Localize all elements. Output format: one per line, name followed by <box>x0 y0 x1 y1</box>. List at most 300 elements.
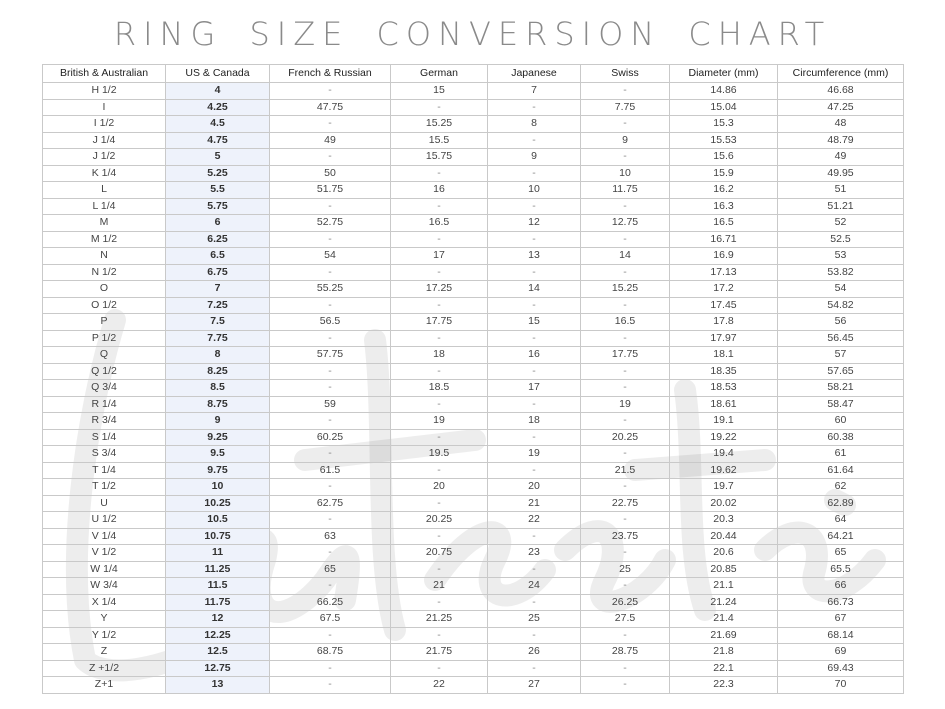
table-row <box>43 314 904 331</box>
col-british-australian-cell: M <box>43 215 166 232</box>
col-british-australian-cell: Z <box>43 644 166 661</box>
col-japanese-cell: 16 <box>488 347 581 364</box>
col-british-australian-cell: K 1/4 <box>43 165 166 182</box>
col-swiss-cell: 10 <box>581 165 670 182</box>
table-row <box>43 116 904 133</box>
col-french-russian-cell: - <box>270 446 391 463</box>
col-british-australian-cell: M 1/2 <box>43 231 166 248</box>
col-british-australian-cell: V 1/4 <box>43 528 166 545</box>
col-british-australian-cell: Q 1/2 <box>43 363 166 380</box>
col-us-canada-cell: 7.75 <box>166 330 270 347</box>
col-diameter-cell: 16.9 <box>670 248 778 265</box>
col-german-cell: - <box>391 528 488 545</box>
col-us-canada-cell: 4.75 <box>166 132 270 149</box>
table-row <box>43 132 904 149</box>
col-german-cell: - <box>391 561 488 578</box>
col-british-australian-cell: S 3/4 <box>43 446 166 463</box>
col-diameter-cell: 17.2 <box>670 281 778 298</box>
col-british-australian-cell: Z +1/2 <box>43 660 166 677</box>
col-french-russian-cell: - <box>270 297 391 314</box>
col-french-russian-cell: 63 <box>270 528 391 545</box>
col-japanese-cell: - <box>488 264 581 281</box>
col-swiss-cell: 15.25 <box>581 281 670 298</box>
col-german-cell: - <box>391 264 488 281</box>
col-german-cell: - <box>391 495 488 512</box>
col-british-australian-cell: Z+1 <box>43 677 166 694</box>
col-us-canada-cell: 10.25 <box>166 495 270 512</box>
col-circumference-cell: 66 <box>778 578 904 595</box>
col-diameter-cell: 21.8 <box>670 644 778 661</box>
col-french-russian-header: French & Russian <box>270 65 391 83</box>
col-japanese-cell: 25 <box>488 611 581 628</box>
col-british-australian-cell: N <box>43 248 166 265</box>
col-japanese-cell: - <box>488 561 581 578</box>
col-circumference-cell: 65.5 <box>778 561 904 578</box>
col-german-cell: - <box>391 165 488 182</box>
col-circumference-cell: 68.14 <box>778 627 904 644</box>
col-us-canada-cell: 4.25 <box>166 99 270 116</box>
col-swiss-cell: 7.75 <box>581 99 670 116</box>
col-circumference-cell: 58.21 <box>778 380 904 397</box>
col-us-canada-cell: 4.5 <box>166 116 270 133</box>
col-swiss-cell: 22.75 <box>581 495 670 512</box>
col-japanese-cell: 20 <box>488 479 581 496</box>
col-british-australian-cell: W 3/4 <box>43 578 166 595</box>
col-german-header: German <box>391 65 488 83</box>
col-circumference-cell: 60 <box>778 413 904 430</box>
col-swiss-cell: - <box>581 413 670 430</box>
col-diameter-cell: 21.1 <box>670 578 778 595</box>
col-us-canada-cell: 8 <box>166 347 270 364</box>
col-german-cell: 18.5 <box>391 380 488 397</box>
col-german-cell: 21 <box>391 578 488 595</box>
col-us-canada-cell: 9.5 <box>166 446 270 463</box>
col-german-cell: 16 <box>391 182 488 199</box>
col-swiss-cell: 19 <box>581 396 670 413</box>
col-diameter-cell: 19.7 <box>670 479 778 496</box>
col-japanese-cell: 26 <box>488 644 581 661</box>
table-row <box>43 594 904 611</box>
col-french-russian-cell: - <box>270 231 391 248</box>
col-circumference-cell: 51.21 <box>778 198 904 215</box>
col-japanese-cell: 8 <box>488 116 581 133</box>
col-swiss-cell: 16.5 <box>581 314 670 331</box>
col-japanese-cell: 27 <box>488 677 581 694</box>
col-circumference-cell: 69 <box>778 644 904 661</box>
col-diameter-cell: 15.3 <box>670 116 778 133</box>
col-swiss-cell: - <box>581 198 670 215</box>
col-british-australian-cell: Y 1/2 <box>43 627 166 644</box>
table-row <box>43 297 904 314</box>
col-british-australian-cell: J 1/4 <box>43 132 166 149</box>
col-german-cell: 22 <box>391 677 488 694</box>
col-circumference-cell: 65 <box>778 545 904 562</box>
col-us-canada-cell: 7.5 <box>166 314 270 331</box>
col-french-russian-cell: 62.75 <box>270 495 391 512</box>
col-diameter-cell: 17.8 <box>670 314 778 331</box>
col-french-russian-cell: 65 <box>270 561 391 578</box>
col-swiss-cell: 26.25 <box>581 594 670 611</box>
col-british-australian-cell: N 1/2 <box>43 264 166 281</box>
col-diameter-cell: 17.13 <box>670 264 778 281</box>
col-japanese-cell: 24 <box>488 578 581 595</box>
col-circumference-cell: 46.68 <box>778 83 904 100</box>
col-japanese-header: Japanese <box>488 65 581 83</box>
table-row <box>43 149 904 166</box>
col-french-russian-cell: 60.25 <box>270 429 391 446</box>
table-header-row <box>43 65 904 83</box>
col-swiss-cell: - <box>581 297 670 314</box>
col-british-australian-cell: I <box>43 99 166 116</box>
table-row <box>43 512 904 529</box>
col-us-canada-cell: 12.5 <box>166 644 270 661</box>
table-row <box>43 545 904 562</box>
col-japanese-cell: 17 <box>488 380 581 397</box>
col-diameter-cell: 22.3 <box>670 677 778 694</box>
col-circumference-cell: 61 <box>778 446 904 463</box>
table-row <box>43 363 904 380</box>
col-french-russian-cell: 59 <box>270 396 391 413</box>
col-swiss-header: Swiss <box>581 65 670 83</box>
col-japanese-cell: - <box>488 528 581 545</box>
col-british-australian-cell: T 1/4 <box>43 462 166 479</box>
col-circumference-cell: 52.5 <box>778 231 904 248</box>
col-swiss-cell: - <box>581 512 670 529</box>
col-circumference-cell: 47.25 <box>778 99 904 116</box>
col-circumference-cell: 67 <box>778 611 904 628</box>
col-swiss-cell: 12.75 <box>581 215 670 232</box>
col-japanese-cell: 14 <box>488 281 581 298</box>
col-german-cell: - <box>391 660 488 677</box>
table-row <box>43 281 904 298</box>
col-diameter-cell: 20.02 <box>670 495 778 512</box>
col-us-canada-cell: 5.5 <box>166 182 270 199</box>
col-french-russian-cell: - <box>270 380 391 397</box>
col-diameter-cell: 16.3 <box>670 198 778 215</box>
col-us-canada-cell: 9.25 <box>166 429 270 446</box>
col-diameter-cell: 17.97 <box>670 330 778 347</box>
col-circumference-cell: 58.47 <box>778 396 904 413</box>
col-british-australian-cell: O 1/2 <box>43 297 166 314</box>
col-circumference-cell: 64.21 <box>778 528 904 545</box>
col-us-canada-cell: 12.75 <box>166 660 270 677</box>
col-japanese-cell: - <box>488 165 581 182</box>
col-diameter-cell: 16.71 <box>670 231 778 248</box>
col-us-canada-cell: 11.75 <box>166 594 270 611</box>
col-german-cell: - <box>391 396 488 413</box>
table-row <box>43 479 904 496</box>
col-circumference-cell: 52 <box>778 215 904 232</box>
table-row <box>43 248 904 265</box>
col-circumference-cell: 61.64 <box>778 462 904 479</box>
col-french-russian-cell: - <box>270 264 391 281</box>
col-german-cell: - <box>391 363 488 380</box>
col-french-russian-cell: - <box>270 363 391 380</box>
col-french-russian-cell: 57.75 <box>270 347 391 364</box>
table-row <box>43 182 904 199</box>
col-japanese-cell: - <box>488 396 581 413</box>
table-row <box>43 165 904 182</box>
col-german-cell: 15.75 <box>391 149 488 166</box>
col-us-canada-cell: 8.75 <box>166 396 270 413</box>
col-german-cell: - <box>391 297 488 314</box>
col-british-australian-cell: V 1/2 <box>43 545 166 562</box>
col-french-russian-cell: 47.75 <box>270 99 391 116</box>
col-us-canada-cell: 12.25 <box>166 627 270 644</box>
col-circumference-cell: 70 <box>778 677 904 694</box>
col-japanese-cell: 19 <box>488 446 581 463</box>
table-row <box>43 495 904 512</box>
col-diameter-cell: 20.44 <box>670 528 778 545</box>
col-british-australian-cell: J 1/2 <box>43 149 166 166</box>
col-british-australian-cell: S 1/4 <box>43 429 166 446</box>
col-french-russian-cell: - <box>270 677 391 694</box>
col-swiss-cell: - <box>581 677 670 694</box>
col-swiss-cell: - <box>581 479 670 496</box>
col-diameter-cell: 21.69 <box>670 627 778 644</box>
col-german-cell: 20.75 <box>391 545 488 562</box>
col-diameter-header: Diameter (mm) <box>670 65 778 83</box>
col-swiss-cell: 25 <box>581 561 670 578</box>
col-us-canada-cell: 8.5 <box>166 380 270 397</box>
table-row <box>43 380 904 397</box>
col-swiss-cell: 23.75 <box>581 528 670 545</box>
col-us-canada-cell: 8.25 <box>166 363 270 380</box>
col-us-canada-cell: 12 <box>166 611 270 628</box>
col-japanese-cell: 23 <box>488 545 581 562</box>
col-french-russian-cell: - <box>270 627 391 644</box>
col-circumference-header: Circumference (mm) <box>778 65 904 83</box>
col-japanese-cell: - <box>488 297 581 314</box>
table-row <box>43 578 904 595</box>
table-row <box>43 231 904 248</box>
col-diameter-cell: 15.6 <box>670 149 778 166</box>
col-circumference-cell: 54.82 <box>778 297 904 314</box>
col-japanese-cell: - <box>488 627 581 644</box>
table-row <box>43 330 904 347</box>
table-row <box>43 528 904 545</box>
col-circumference-cell: 53 <box>778 248 904 265</box>
col-japanese-cell: - <box>488 330 581 347</box>
col-circumference-cell: 62 <box>778 479 904 496</box>
col-german-cell: 19 <box>391 413 488 430</box>
col-us-canada-cell: 6.25 <box>166 231 270 248</box>
col-circumference-cell: 48.79 <box>778 132 904 149</box>
col-french-russian-cell: - <box>270 578 391 595</box>
col-japanese-cell: - <box>488 462 581 479</box>
table-row <box>43 83 904 100</box>
col-swiss-cell: 20.25 <box>581 429 670 446</box>
col-swiss-cell: 14 <box>581 248 670 265</box>
col-us-canada-cell: 5.25 <box>166 165 270 182</box>
col-circumference-cell: 69.43 <box>778 660 904 677</box>
col-diameter-cell: 18.35 <box>670 363 778 380</box>
col-french-russian-cell: 56.5 <box>270 314 391 331</box>
col-british-australian-cell: W 1/4 <box>43 561 166 578</box>
col-german-cell: - <box>391 198 488 215</box>
col-french-russian-cell: - <box>270 330 391 347</box>
col-us-canada-cell: 10.75 <box>166 528 270 545</box>
col-french-russian-cell: 68.75 <box>270 644 391 661</box>
col-british-australian-cell: O <box>43 281 166 298</box>
col-german-cell: 15.5 <box>391 132 488 149</box>
col-british-australian-cell: H 1/2 <box>43 83 166 100</box>
col-french-russian-cell: 54 <box>270 248 391 265</box>
col-diameter-cell: 15.04 <box>670 99 778 116</box>
col-swiss-cell: - <box>581 380 670 397</box>
table-row <box>43 347 904 364</box>
col-circumference-cell: 64 <box>778 512 904 529</box>
col-swiss-cell: - <box>581 545 670 562</box>
col-swiss-cell: - <box>581 231 670 248</box>
col-german-cell: - <box>391 594 488 611</box>
col-french-russian-cell: 49 <box>270 132 391 149</box>
col-british-australian-cell: U <box>43 495 166 512</box>
table-row <box>43 644 904 661</box>
col-diameter-cell: 19.1 <box>670 413 778 430</box>
col-circumference-cell: 57 <box>778 347 904 364</box>
col-japanese-cell: 10 <box>488 182 581 199</box>
col-japanese-cell: - <box>488 99 581 116</box>
col-swiss-cell: - <box>581 83 670 100</box>
col-diameter-cell: 14.86 <box>670 83 778 100</box>
col-german-cell: 20 <box>391 479 488 496</box>
col-japanese-cell: - <box>488 594 581 611</box>
col-japanese-cell: - <box>488 231 581 248</box>
col-us-canada-cell: 11.5 <box>166 578 270 595</box>
col-french-russian-cell: - <box>270 545 391 562</box>
col-diameter-cell: 18.1 <box>670 347 778 364</box>
table-row <box>43 396 904 413</box>
col-diameter-cell: 15.9 <box>670 165 778 182</box>
col-circumference-cell: 60.38 <box>778 429 904 446</box>
col-us-canada-cell: 6 <box>166 215 270 232</box>
col-french-russian-cell: 55.25 <box>270 281 391 298</box>
col-diameter-cell: 20.6 <box>670 545 778 562</box>
col-british-australian-cell: L 1/4 <box>43 198 166 215</box>
col-swiss-cell: - <box>581 116 670 133</box>
col-french-russian-cell: - <box>270 198 391 215</box>
col-german-cell: 16.5 <box>391 215 488 232</box>
table-row <box>43 215 904 232</box>
col-circumference-cell: 48 <box>778 116 904 133</box>
col-french-russian-cell: - <box>270 660 391 677</box>
col-german-cell: - <box>391 330 488 347</box>
col-us-canada-cell: 6.5 <box>166 248 270 265</box>
col-british-australian-cell: Q <box>43 347 166 364</box>
col-diameter-cell: 18.53 <box>670 380 778 397</box>
col-circumference-cell: 54 <box>778 281 904 298</box>
col-us-canada-cell: 4 <box>166 83 270 100</box>
col-us-canada-cell: 6.75 <box>166 264 270 281</box>
col-swiss-cell: - <box>581 149 670 166</box>
col-circumference-cell: 53.82 <box>778 264 904 281</box>
col-us-canada-cell: 10.5 <box>166 512 270 529</box>
col-diameter-cell: 22.1 <box>670 660 778 677</box>
col-swiss-cell: - <box>581 627 670 644</box>
table-row <box>43 264 904 281</box>
col-circumference-cell: 49 <box>778 149 904 166</box>
col-japanese-cell: - <box>488 660 581 677</box>
table-row <box>43 677 904 694</box>
col-us-canada-cell: 9 <box>166 413 270 430</box>
col-us-canada-cell: 5.75 <box>166 198 270 215</box>
col-circumference-cell: 56.45 <box>778 330 904 347</box>
table-row <box>43 198 904 215</box>
col-german-cell: 21.75 <box>391 644 488 661</box>
col-japanese-cell: - <box>488 198 581 215</box>
col-us-canada-header: US & Canada <box>166 65 270 83</box>
col-japanese-cell: - <box>488 363 581 380</box>
col-german-cell: - <box>391 627 488 644</box>
col-us-canada-cell: 5 <box>166 149 270 166</box>
col-swiss-cell: 27.5 <box>581 611 670 628</box>
col-french-russian-cell: - <box>270 116 391 133</box>
col-british-australian-cell: P <box>43 314 166 331</box>
col-french-russian-cell: 61.5 <box>270 462 391 479</box>
table-row <box>43 429 904 446</box>
col-japanese-cell: 22 <box>488 512 581 529</box>
col-french-russian-cell: 51.75 <box>270 182 391 199</box>
col-diameter-cell: 19.62 <box>670 462 778 479</box>
col-diameter-cell: 20.3 <box>670 512 778 529</box>
page-title: RING SIZE CONVERSION CHART <box>113 15 832 53</box>
col-japanese-cell: 18 <box>488 413 581 430</box>
col-diameter-cell: 16.5 <box>670 215 778 232</box>
col-french-russian-cell: - <box>270 83 391 100</box>
col-french-russian-cell: - <box>270 479 391 496</box>
col-german-cell: 21.25 <box>391 611 488 628</box>
col-circumference-cell: 51 <box>778 182 904 199</box>
col-british-australian-cell: Q 3/4 <box>43 380 166 397</box>
table-row <box>43 660 904 677</box>
col-us-canada-cell: 11 <box>166 545 270 562</box>
col-french-russian-cell: - <box>270 149 391 166</box>
col-german-cell: 17.75 <box>391 314 488 331</box>
col-british-australian-header: British & Australian <box>43 65 166 83</box>
col-diameter-cell: 21.4 <box>670 611 778 628</box>
col-french-russian-cell: - <box>270 512 391 529</box>
col-us-canada-cell: 13 <box>166 677 270 694</box>
col-british-australian-cell: Y <box>43 611 166 628</box>
col-diameter-cell: 18.61 <box>670 396 778 413</box>
col-german-cell: 15 <box>391 83 488 100</box>
col-german-cell: 19.5 <box>391 446 488 463</box>
table-row <box>43 99 904 116</box>
col-french-russian-cell: 52.75 <box>270 215 391 232</box>
col-swiss-cell: 28.75 <box>581 644 670 661</box>
col-swiss-cell: 17.75 <box>581 347 670 364</box>
col-german-cell: 17 <box>391 248 488 265</box>
table-row <box>43 611 904 628</box>
col-french-russian-cell: 67.5 <box>270 611 391 628</box>
col-us-canada-cell: 7.25 <box>166 297 270 314</box>
col-british-australian-cell: R 3/4 <box>43 413 166 430</box>
col-german-cell: 18 <box>391 347 488 364</box>
ring-size-table <box>42 64 904 694</box>
table-row <box>43 462 904 479</box>
col-british-australian-cell: P 1/2 <box>43 330 166 347</box>
col-diameter-cell: 20.85 <box>670 561 778 578</box>
col-german-cell: - <box>391 462 488 479</box>
col-swiss-cell: 9 <box>581 132 670 149</box>
table-row <box>43 446 904 463</box>
col-british-australian-cell: X 1/4 <box>43 594 166 611</box>
table-row <box>43 627 904 644</box>
col-diameter-cell: 17.45 <box>670 297 778 314</box>
col-british-australian-cell: L <box>43 182 166 199</box>
col-french-russian-cell: 50 <box>270 165 391 182</box>
